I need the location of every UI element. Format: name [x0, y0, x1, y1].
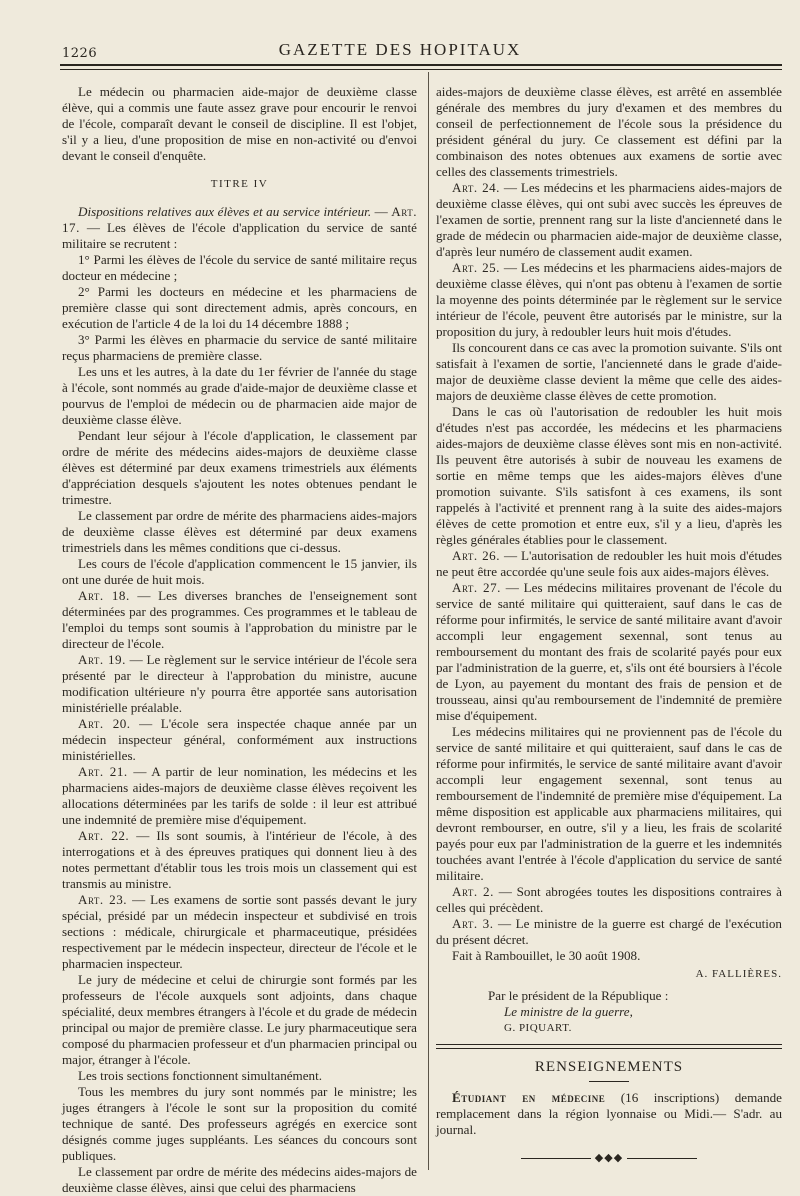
- section-subtitle: Dispositions relatives aux élèves et au service intérieur. — Art. 17. — Les élèves de l'école d'application du service de santé militaire se recrutent :: [62, 204, 417, 251]
- article-24: [436, 180, 782, 260]
- header-rule: [60, 64, 782, 66]
- signature-fallieres: A. FALLIÈRES.: [695, 968, 782, 980]
- column-divider: [428, 72, 429, 1170]
- paragraph: Dans le cas où l'autorisation de redoubler les huit mois d'études n'est pas accordée, les médecins et les pharmaciens aides-majors de deuxième classe élèves sont mis en non-activité. Ils peuvent être autorisés à subir de nouveau les examens de sortie en même temps que les aides-majors élèves d'une promotion suivante. S'ils satisfont à ces examens, ils sont rappelés à l'activité et prennent rang à la suite des aides-majors élèves de cette promotion et entre eux, s'il y a lieu, d'après les règles générales établies pour le classement.: [436, 404, 782, 547]
- article-label: Art. 18.: [78, 588, 130, 603]
- list-item: 2° Parmi les docteurs en médecine et les pharmaciens de première classe qui sont directement admis, après concours, en exécution de l'article 4 de la loi du 14 décembre 1888 ;: [62, 284, 417, 331]
- running-title: GAZETTE DES HOPITAUX: [278, 40, 522, 59]
- paragraph: Le jury de médecine et celui de chirurgie sont formés par les professeurs de l'école auxquels sont adjoints, dans chaque spécialité, deux membres étrangers à l'école et du grade de médecin principal ou major de première classe. Le jury pharmaceutique sera composé du pharmacien professeur et d'un pharmacien principal ou major, étranger à l'école.: [62, 972, 417, 1067]
- article-label: Art. 22.: [78, 828, 130, 843]
- article-19: [62, 652, 417, 716]
- article-18: [62, 588, 417, 652]
- date-line: Fait à Rambouillet, le 30 août 1908.: [452, 948, 641, 963]
- paragraph: Le classement par ordre de mérite des médecins aides-majors de deuxième classe élèves, ainsi que celui des pharmaciens: [62, 1164, 417, 1195]
- ornament-line: [627, 1158, 697, 1159]
- article-label: Art. 27.: [452, 580, 501, 595]
- dispositions-heading: Dispositions relatives aux élèves et au service intérieur.: [78, 204, 372, 219]
- classified-notice: [436, 1090, 782, 1138]
- paragraph: Les trois sections fonctionnent simultanément.: [78, 1068, 323, 1083]
- article-20: [62, 716, 417, 764]
- paragraph: Le médecin ou pharmacien aide-major de deuxième classe élève, qui a commis une faute assez grave pour encourir le renvoi de l'école, comparaît devant le conseil de discipline. Il est l'objet, s'il y a lieu, d'une proposition de mise en non-activité ou d'envoi devant le conseil d'enquête.: [62, 84, 417, 163]
- left-column: [62, 84, 417, 1195]
- article-text: — Les diverses branches de l'enseignement sont déterminées par des programmes. Ces programmes et le tableau de l'emploi du temps sont soumis à l'approbation du ministre par le directeur de l'école.: [62, 588, 417, 651]
- paragraph-continued: aides-majors de deuxième classe élèves, est arrêté en assemblée générale des membres du jury d'examen et des membres du conseil de perfectionnement de l'école sous la présidence du président général du jury. Ce classement est défini par la combinaison des notes obtenues aux examens de sortie avec celles des classements trimestriels.: [436, 84, 782, 179]
- article-label: Art. 2.: [452, 884, 494, 899]
- article-text: — Les médecins militaires provenant de l'école du service de santé militaire qui quitteraient, sauf dans le cas de réforme pour infirmités, le service de santé militaire avant d'avoir accompli leur engagement sexennal, sont tenus au remboursement du montant des frais de scolarité payés pour eux par l'administration de la guerre, et, s'ils ont été boursiers à l'école de Lyon, au payement du montant des frais de pension et de trousseau, ainsi qu'au remboursement de l'indemnité de première mise d'équipement.: [436, 580, 782, 723]
- article-text: — Les médecins et les pharmaciens aides-majors de deuxième classe élèves, qui n'ont pas obtenu à l'examen de sortie la moyenne des points déterminée par le règlement sur le service intérieur de l'école, peuvent être autorisés par le ministre, sur la proposition du jury, à redoubler leurs huit mois d'études.: [436, 260, 782, 339]
- paragraph: Pendant leur séjour à l'école d'application, le classement par ordre de mérite des médecins aides-majors de deuxième classe élèves est déterminé par deux examens trimestriels aux éléments d'appréciation desquels s'ajoutent les notes obtenues pendant le trimestre.: [62, 428, 417, 507]
- article-3: [436, 916, 782, 948]
- article-25: [436, 260, 782, 340]
- par-le-president: Par le président de la République :: [488, 988, 669, 1003]
- article-label: Art. 19.: [78, 652, 126, 667]
- short-rule: [589, 1081, 629, 1082]
- article-21: [62, 764, 417, 828]
- article-label: Art. 24.: [452, 180, 500, 195]
- paragraph: Les médecins militaires qui ne proviennent pas de l'école du service de santé militaire et qui quitteraient, sauf dans le cas de réforme pour infirmités, le service de santé militaire avant d'avoir accompli leur engagement sexennal, sont tenus au remboursement de l'indemnité de première mise d'équipement. La même disposition est applicable aux pharmaciens militaires, qui devront rembourser, en outre, s'il y a lieu, les frais de scolarité payés pour eux par l'administration de la guerre et les indemnités touchées avant l'entrée à l'école d'application du service de santé militaire.: [436, 724, 782, 883]
- list-item: 3° Parmi les élèves en pharmacie du service de santé militaire reçus pharmaciens de première classe.: [62, 332, 417, 363]
- article-label: Art. 3.: [452, 916, 494, 931]
- section-rule: [436, 1044, 782, 1045]
- page-number: 1226: [62, 46, 98, 61]
- article-label: Art. 21.: [78, 764, 128, 779]
- notice-text: (16 inscriptions) demande remplacement dans la région lyonnaise ou Midi.— S'adr. au journal.: [436, 1090, 782, 1137]
- article-27: [436, 580, 782, 724]
- article-text: — Le ministre de la guerre est chargé de l'exécution du présent décret.: [436, 916, 782, 947]
- article-label: Art. 23.: [78, 892, 128, 907]
- right-column: [436, 84, 782, 1179]
- article-text: — Les médecins et les pharmaciens aides-majors de deuxième classe élèves, qui ont subi avec succès les épreuves de l'examen de sortie, prennent rang sur la liste d'ancienneté dans le grade de médecin ou pharmacien aide-major de deuxième classe, d'après leur numéro de classement audit examen.: [436, 180, 782, 259]
- article-label: Art. 20.: [78, 716, 131, 731]
- article-26: [436, 548, 782, 580]
- article-text: — Ils sont soumis, à l'intérieur de l'école, à des interrogations et à des épreuves pratiques qui donnent lieu à des notes permettant d'établir tous les trois mois un classement qui est transmis au ministre.: [62, 828, 417, 891]
- end-ornament: ◆◆◆: [436, 1150, 782, 1166]
- paragraph: Le classement par ordre de mérite des pharmaciens aides-majors de deuxième classe élèves est déterminé par deux examens trimestriels dans les mêmes conditions que ci-dessus.: [62, 508, 417, 555]
- header-rule-thin: [60, 69, 782, 70]
- signature-picquart: G. PIQUART.: [504, 1022, 572, 1034]
- article-text: — A partir de leur nomination, les médecins et les pharmaciens aides-majors de deuxième classe élèves reçoivent les allocations déterminées par les tarifs de solde : il leur est attribué une indemnité de première mise d'équipement.: [62, 764, 417, 827]
- paragraph: Les cours de l'école d'application commencent le 15 janvier, ils ont une durée de huit mois.: [62, 556, 417, 587]
- article-text: — Le règlement sur le service intérieur de l'école sera présenté par le directeur à l'approbation du ministre, aucune modification ultérieure n'y pourra être apportée sans autorisation ministérielle préalable.: [62, 652, 417, 715]
- article-label: Art. 26.: [452, 548, 500, 563]
- list-item: 1° Parmi les élèves de l'école du service de santé militaire reçus docteur en médecine ;: [62, 252, 417, 283]
- article-2: [436, 884, 782, 916]
- notice-label: Étudiant en médecine: [452, 1090, 606, 1105]
- article-text: — L'autorisation de redoubler les huit mois d'études ne peut être accordée qu'une seule fois aux aides-majors élèves.: [436, 548, 782, 579]
- article-text: — Les élèves de l'école d'application du service de santé militaire se recrutent :: [62, 220, 417, 251]
- ministre-line: Le ministre de la guerre,: [504, 1004, 633, 1019]
- article-22: [62, 828, 417, 892]
- article-23: [62, 892, 417, 972]
- section-title: TITRE IV: [210, 178, 269, 190]
- paragraph: Tous les membres du jury sont nommés par le ministre; les juges étrangers à l'école le sont sur la proposition du comité technique de santé. Des professeurs agrégés en exercice sont désignés comme juges suppléants. Les séances du concours sont publiques.: [62, 1084, 417, 1163]
- article-text: — Les examens de sortie sont passés devant le jury spécial, présidé par un médecin inspecteur et subdivisé en trois sections : médicale, chirurgicale et pharmaceutique, présidées respectivement par le médecin inspecteur, directeur de l'école et le pharmacien inspecteur.: [62, 892, 417, 971]
- paragraph: Les uns et les autres, à la date du 1er février de l'année du stage à l'école, sont nommés au grade d'aide-major de deuxième classe et pourvus de l'emploi de médecin ou de pharmacien aide major de deuxième classe élève.: [62, 364, 417, 427]
- section-rule-thin: [436, 1048, 782, 1049]
- notices-title: RENSEIGNEMENTS: [534, 1059, 684, 1075]
- paragraph: Ils concourent dans ce cas avec la promotion suivante. S'ils ont satisfait à l'examen de sortie, l'ancienneté dans le grade d'aide-major de deuxième classe devient la même que celle des aides-majors de deuxième classe élèves de cette promotion.: [436, 340, 782, 403]
- ornament-line: [521, 1158, 591, 1159]
- article-label: Art. 17.: [62, 204, 417, 235]
- article-text: — L'école sera inspectée chaque année par un médecin inspecteur général, conformément aux instructions ministérielles.: [62, 716, 417, 763]
- article-label: Art. 25.: [452, 260, 500, 275]
- article-text: — Sont abrogées toutes les dispositions contraires à celles qui précèdent.: [436, 884, 782, 915]
